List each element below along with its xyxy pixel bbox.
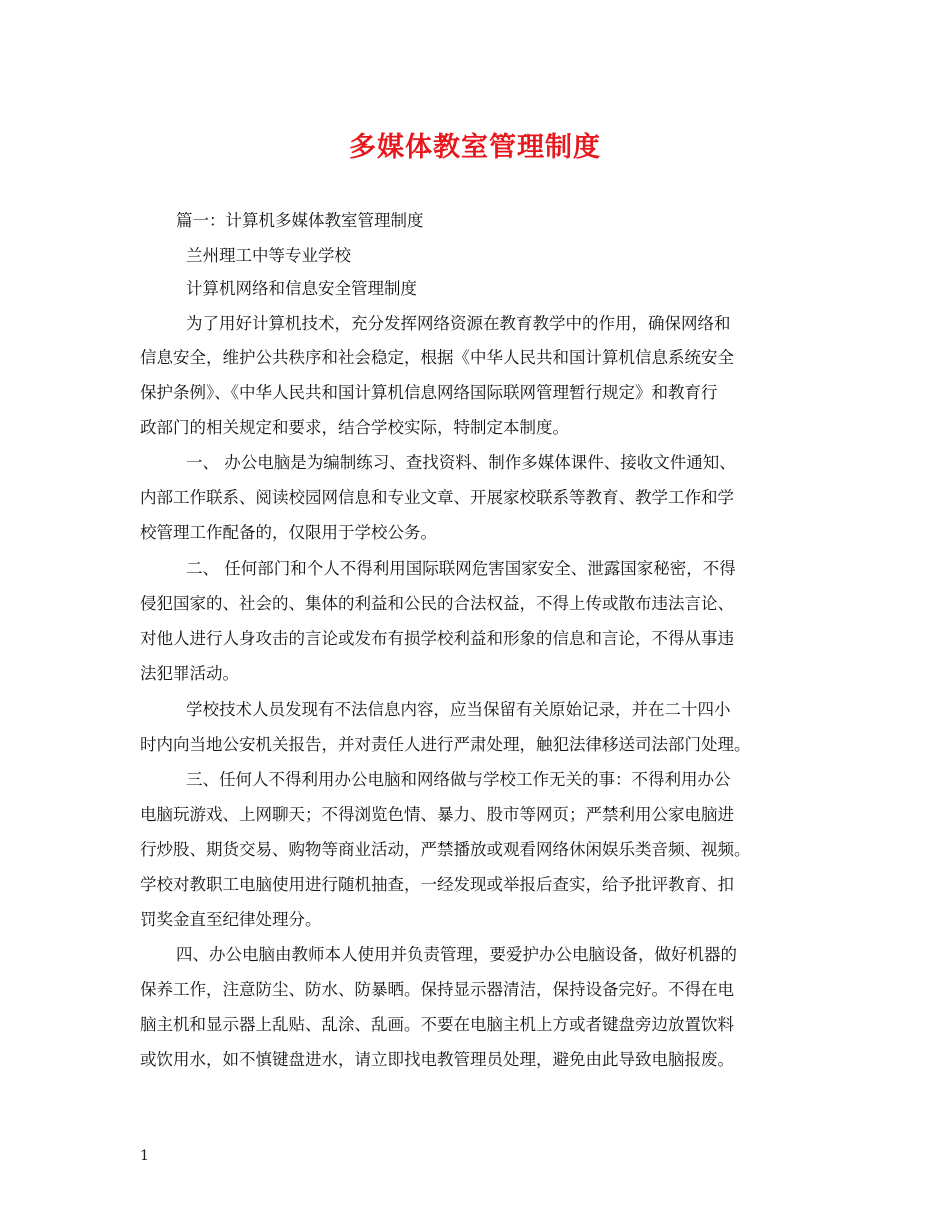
text-line: 保护条例》、《中华人民共和国计算机信息网络国际联网管理暂行规定》和教育行 xyxy=(140,383,718,402)
text-line: 兰州理工中等专业学校 xyxy=(186,246,351,265)
text-line: 或饮用水，如不慎键盘进水，请立即找电教管理员处理，避免由此导致电脑报废。 xyxy=(140,1050,734,1069)
text-line: 信息安全，维护公共秩序和社会稳定，根据《中华人民共和国计算机信息系统安全 xyxy=(140,348,734,367)
document-title: 多媒体教室管理制度 xyxy=(349,132,601,163)
text-line: 时内向当地公安机关报告，并对责任人进行严肃处理，触犯法律移送司法部门处理。 xyxy=(140,735,751,754)
text-line: 四、办公电脑由教师本人使用并负责管理，要爱护办公电脑设备，做好机器的 xyxy=(176,945,737,964)
text-line: 三、任何人不得利用办公电脑和网络做与学校工作无关的事：不得利用办公 xyxy=(186,770,731,789)
text-line: 电脑玩游戏、上网聊天；不得浏览色情、暴力、股市等网页；严禁利用公家电脑进 xyxy=(140,805,734,824)
text-line: 计算机网络和信息安全管理制度 xyxy=(186,279,417,298)
text-line: 保养工作，注意防尘、防水、防暴晒。保持显示器清洁，保持设备完好。不得在电 xyxy=(140,980,734,999)
text-line: 脑主机和显示器上乱贴、乱涂、乱画。不要在电脑主机上方或者键盘旁边放置饮料 xyxy=(140,1015,734,1034)
text-line: 内部工作联系、阅读校园网信息和专业文章、开展家校联系等教育、教学工作和学 xyxy=(140,488,734,507)
text-line: 对他人进行人身攻击的言论或发布有损学校利益和形象的信息和言论，不得从事违 xyxy=(140,629,734,648)
text-line: 学校对教职工电脑使用进行随机抽查，一经发现或举报后查实，给予批评教育、扣 xyxy=(140,875,734,894)
text-line: 行炒股、期货交易、购物等商业活动，严禁播放或观看网络休闲娱乐类音频、视频。 xyxy=(140,840,751,859)
text-line: 二、 任何部门和个人不得利用国际联网危害国家安全、泄露国家秘密，不得 xyxy=(186,559,736,578)
text-line: 罚奖金直至纪律处理分。 xyxy=(140,910,322,929)
text-line: 法犯罪活动。 xyxy=(140,664,239,683)
text-line: 篇一：计算机多媒体教室管理制度 xyxy=(176,211,424,230)
text-line: 一、 办公电脑是为编制练习、查找资料、制作多媒体课件、接收文件通知、 xyxy=(186,453,736,472)
text-line: 学校技术人员发现有不法信息内容，应当保留有关原始记录，并在二十四小 xyxy=(186,700,731,719)
text-line: 校管理工作配备的，仅限用于学校公务。 xyxy=(140,523,437,542)
text-line: 政部门的相关规定和要求，结合学校实际，特制定本制度。 xyxy=(140,418,569,437)
text-line: 为了用好计算机技术，充分发挥网络资源在教育教学中的作用，确保网络和 xyxy=(186,314,731,333)
text-line: 侵犯国家的、社会的、集体的利益和公民的合法权益，不得上传或散布违法言论、 xyxy=(140,594,734,613)
page-number: 1 xyxy=(140,1148,149,1164)
